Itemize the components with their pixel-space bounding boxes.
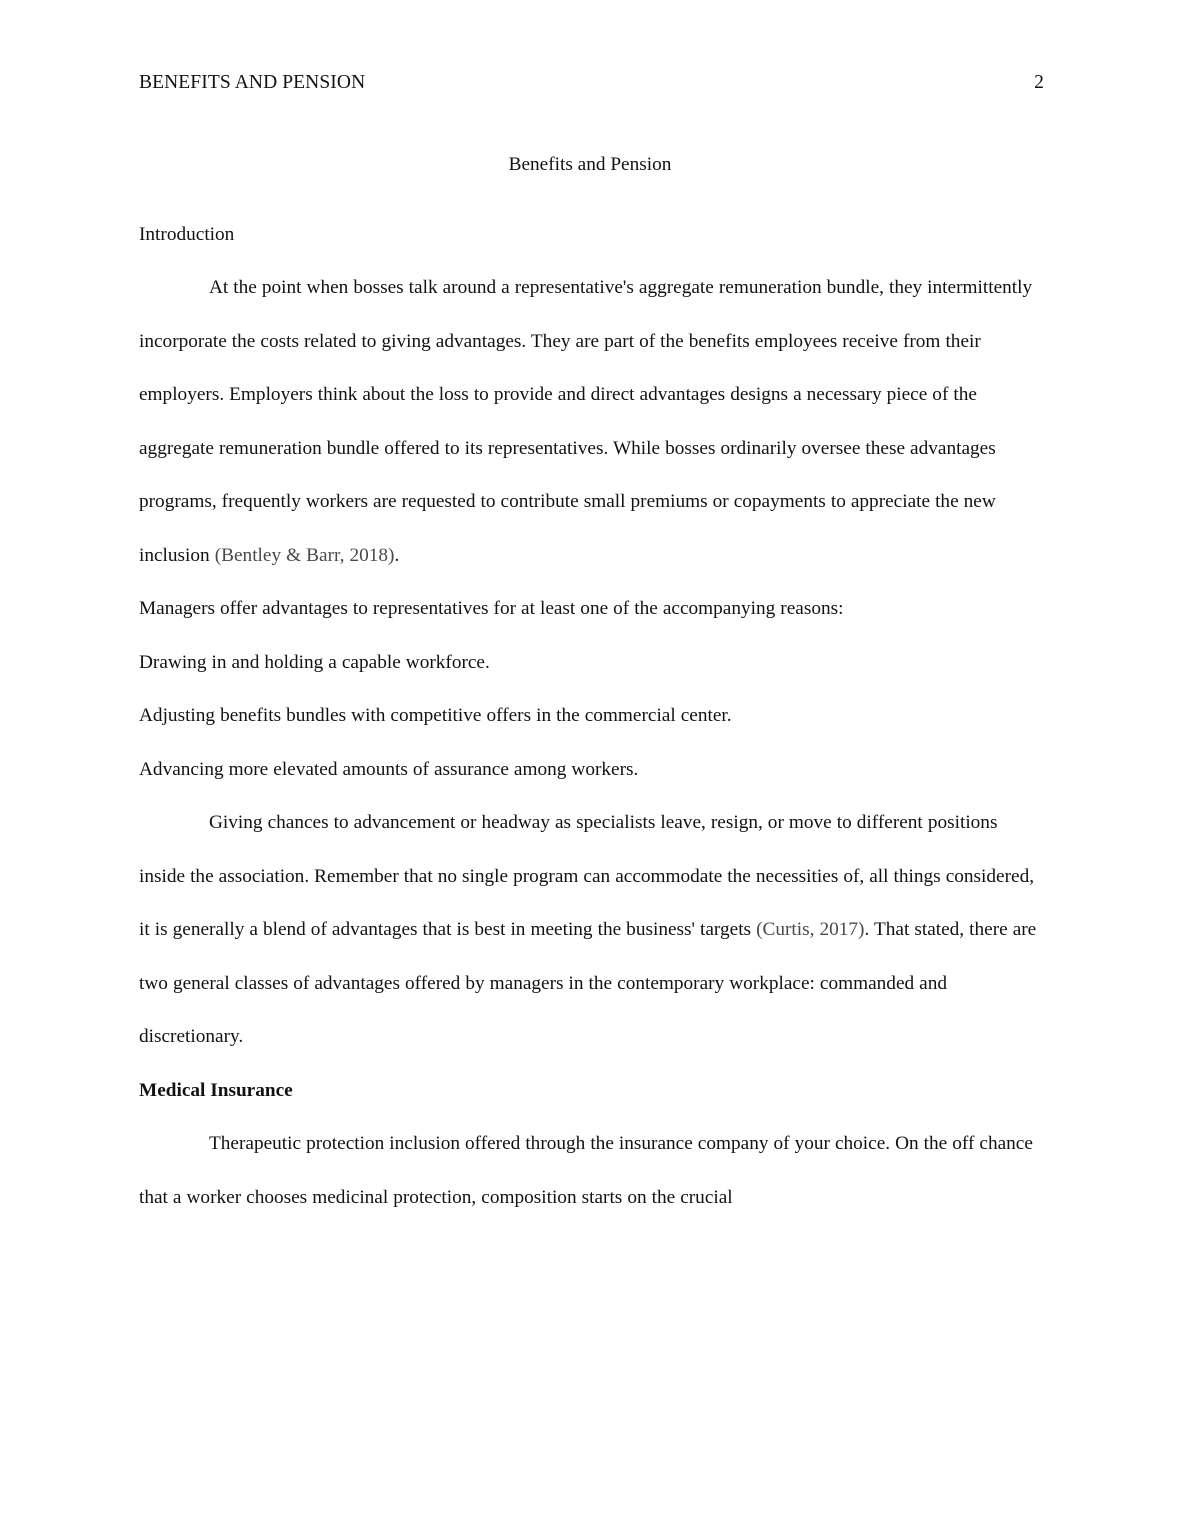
paragraph-reason-three: Advancing more elevated amounts of assurance among workers. [139, 758, 639, 780]
paragraph-text-tail: . That stated, there are two general classes of advantages offered by managers in the contemporary workplace: commanded and discretionary. [139, 919, 1037, 1047]
running-header [139, 70, 1044, 96]
paragraph-text: At the point when bosses talk around a representative's aggregate remuneration bundle, they intermittently incorporate the costs related to giving advantages. They are part of the benefits employees receive from their employers. Employers think about the loss to provide and direct advantages designs a necessary piece of the aggregate remuneration bundle offered to its representatives. While bosses ordinarily oversee these advantages programs, frequently workers are requested to contribute small premiums or copayments to appreciate the new inclusion [139, 277, 1033, 566]
running-head-title: BENEFITS AND PENSION [139, 72, 366, 93]
paragraph-reason-one: Drawing in and holding a capable workforce. [139, 651, 490, 673]
citation-curtis-2017: (Curtis, 2017) [756, 919, 865, 940]
page-title: Benefits and Pension [508, 154, 672, 175]
section-heading-medical-insurance: Medical Insurance [139, 1079, 293, 1101]
section-heading-introduction: Introduction [139, 223, 235, 245]
paragraph-medical-insurance: Therapeutic protection inclusion offered through the insurance company of your choice. On the off chance that a worker chooses medicinal protection, composition starts on the crucial [139, 1133, 1033, 1208]
citation-bentley-barr-2018: (Bentley & Barr, 2018) [214, 544, 395, 566]
paragraph-reasons-lead-in: Managers offer advantages to representatives for at least one of the accompanying reasons: [139, 598, 844, 619]
paragraph-advancement [139, 796, 1041, 1064]
document-body [139, 138, 1041, 1224]
paragraph-text-tail: . [394, 544, 400, 566]
paragraph-introduction [139, 261, 1041, 582]
paragraph-text: Giving chances to advancement or headway as specialists leave, resign, or move to different positions inside the association. Remember that no single program can accommodate the necessities of, all things considered, it is generally a blend of advantages that is best in meeting the business' targets [139, 812, 1035, 940]
paragraph-reason-two: Adjusting benefits bundles with competitive offers in the commercial center. [139, 705, 732, 726]
page-number: 2 [1034, 72, 1044, 93]
